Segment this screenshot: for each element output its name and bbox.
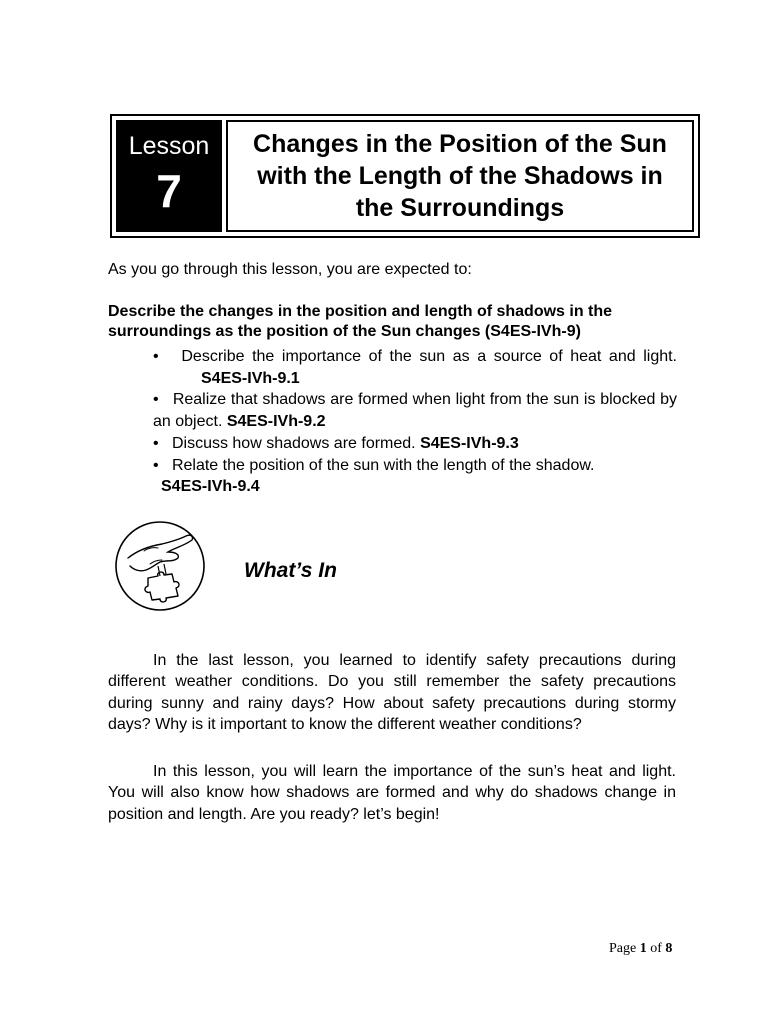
paragraph-text: In the last lesson, you learned to identify safety precautions during different weather conditions. Do you still remember the safety precautions during sunny and rainy days? How about safety precautions during stormy days? Why is it important to know the different weather conditions? <box>108 652 676 733</box>
page-number <box>609 941 672 957</box>
body-paragraph-1 <box>108 650 676 735</box>
learning-objective: Describe the changes in the position and length of shadows in the surroundings as the position of the Sun changes (S4ES-IVh-9) <box>108 303 613 340</box>
bullet-mark: • <box>153 348 159 365</box>
bullet-mark: • <box>153 391 159 409</box>
list-item <box>153 455 677 498</box>
competency-text: Realize that shadows are formed when light from the sun is blocked by an object. <box>153 391 678 431</box>
current-page: 1 <box>639 941 647 956</box>
bullet-mark: • <box>153 456 159 474</box>
bullet-mark: • <box>153 434 159 452</box>
paragraph-text: In this lesson, you will learn the importance of the sun’s heat and light. You will also know how shadows are formed and why do shadows change in position and length. Are you ready? let’s begin! <box>108 763 676 823</box>
competency-code: S4ES-IVh-9.4 <box>161 478 260 496</box>
lesson-header <box>110 114 700 238</box>
lesson-label: Lesson <box>128 132 210 160</box>
competency-text: Describe the importance of the sun as a source of heat and light. <box>181 348 678 365</box>
body-paragraph-2 <box>108 761 676 825</box>
hand-puzzle-piece-icon <box>114 520 206 612</box>
section-heading: What’s In <box>244 559 337 582</box>
competency-code: S4ES-IVh-9.3 <box>420 434 519 452</box>
lesson-number-tab <box>116 120 222 232</box>
list-item <box>153 346 677 389</box>
competency-code: S4ES-IVh-9.1 <box>201 369 300 387</box>
page-word: Page <box>609 941 637 956</box>
competency-list <box>153 346 677 498</box>
of-word: of <box>650 941 662 956</box>
competency-code: S4ES-IVh-9.2 <box>226 413 326 431</box>
competency-text: Relate the position of the sun with the length of the shadow. <box>171 456 595 474</box>
total-pages: 8 <box>665 941 673 956</box>
list-item <box>153 433 677 455</box>
competency-text: Discuss how shadows are formed. <box>171 434 416 452</box>
lesson-title-box <box>226 120 694 232</box>
list-item <box>153 389 677 432</box>
lesson-title: Changes in the Position of the Sun with the Length of the Shadows in the Surroundings <box>253 130 667 222</box>
lesson-number: 7 <box>156 165 182 217</box>
intro-text: As you go through this lesson, you are expected to: <box>108 261 472 278</box>
